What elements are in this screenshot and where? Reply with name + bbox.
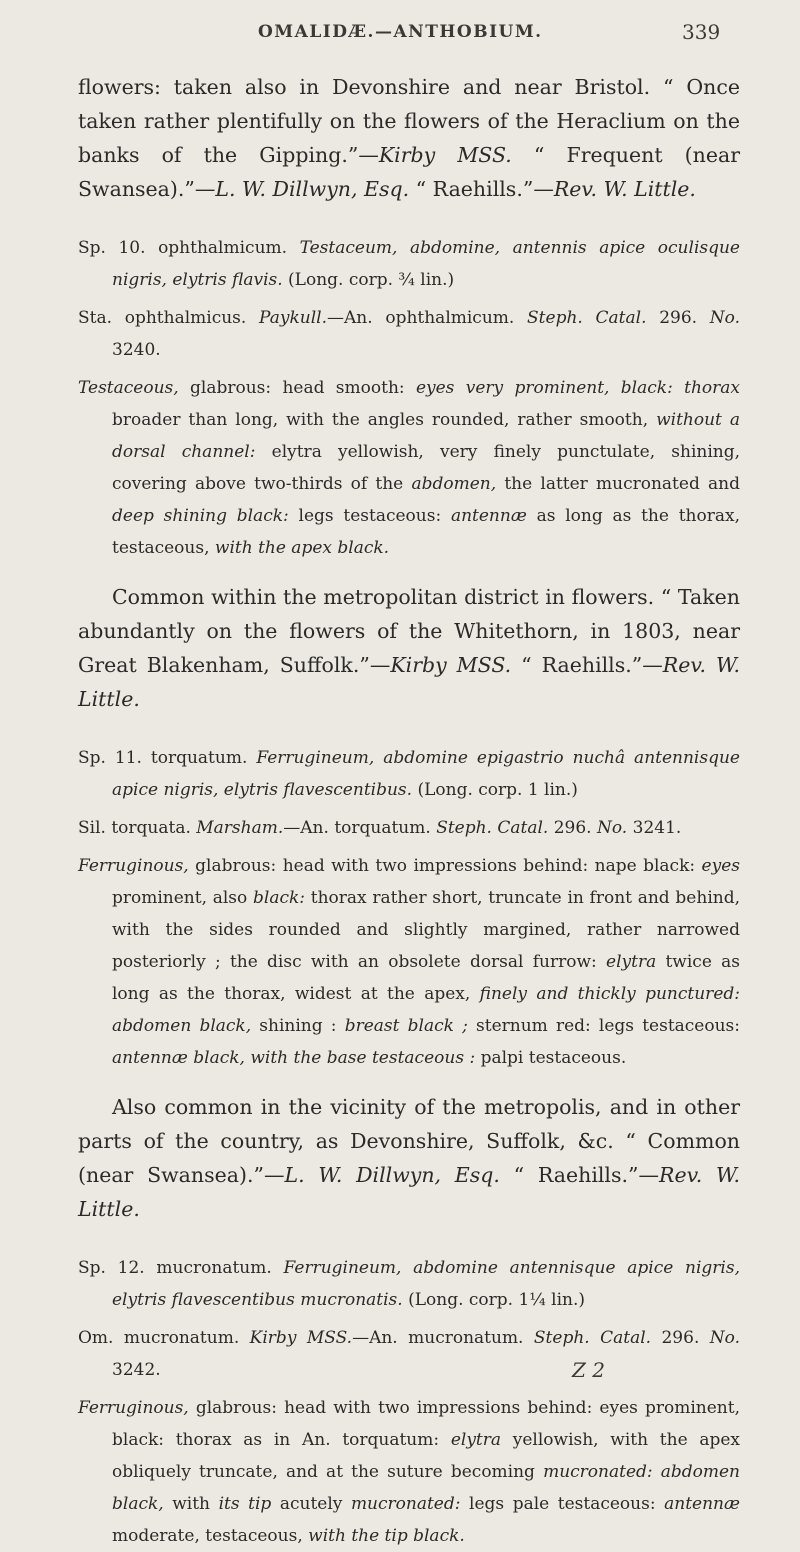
species-10-notes: Common within the metropolitan district in flowers. “ Taken abundantly on the flowers of the Whitethorn, in 1803, near Great Blakenham, Suffolk.”—Kirby MSS. “ Raehills.”—Rev. W. Little. — [78, 585, 740, 711]
running-head: OMALIDÆ.—ANTHOBIUM. — [258, 22, 543, 42]
page-number: 339 — [682, 20, 721, 44]
species-11-notes: Also common in the vicinity of the metropolis, and in other parts of the country, as Devonshire, Suffolk, &c. “ Common (near Swansea).”—L. W. Dillwyn, Esq. “ Raehills.”—Rev. W. Little. — [78, 1095, 740, 1221]
body-text — [78, 70, 740, 1552]
species-12-description: Ferruginous, glabrous: head with two impressions behind: eyes prominent, black: thorax as in An. torquatum: elytra yellowish, with the apex obliquely truncate, and at the suture becoming mucronated: abdomen black, with its tip acutely mucronated: legs pale testaceous: antennæ moderate, testaceous, with the tip black. — [78, 1398, 741, 1546]
species-10-description: Testaceous, glabrous: head smooth: eyes very prominent, black: thorax broader than long, with the angles rounded, rather smooth, without a dorsal channel: elytra yellowish, very finely punctulate, shining, covering above two-thirds of the abdomen, the latter mucronated and deep shining black: legs testaceous: antennæ as long as the thorax, testaceous, with the apex black. — [78, 378, 741, 558]
species-10-synonym: Sta. ophthalmicus. Paykull.—An. ophthalmicum. Steph. Catal. 296. No. 3240. — [78, 308, 740, 360]
species-12-synonym: Om. mucronatum. Kirby MSS.—An. mucronatum. Steph. Catal. 296. No. 3242. — [78, 1328, 740, 1380]
species-12-name-line: Sp. 12. mucronatum. Ferrugineum, abdomine antennisque apice nigris, elytris flavescentibus mucronatis. (Long. corp. 1¼ lin.) — [78, 1258, 740, 1310]
signature-mark: Z 2 — [572, 1358, 605, 1382]
intro-paragraph: flowers: taken also in Devonshire and near Bristol. “ Once taken rather plentifully on the flowers of the Heraclium on the banks of the Gipping.”—Kirby MSS. “ Frequent (near Swansea).”—L. W. Dillwyn, Esq. “ Raehills.”—Rev. W. Little. — [78, 75, 740, 201]
species-11-name-line: Sp. 11. torquatum. Ferrugineum, abdomine epigastrio nuchâ antennisque apice nigris, elytris flavescentibus. (Long. corp. 1 lin.) — [78, 748, 740, 800]
species-10-name-line: Sp. 10. ophthalmicum. Testaceum, abdomine, antennis apice oculisque nigris, elytris flavis. (Long. corp. ¾ lin.) — [78, 238, 740, 290]
species-11-description: Ferruginous, glabrous: head with two impressions behind: nape black: eyes prominent, also black: thorax rather short, truncate in front and behind, with the sides rounded and slightly margined, rather narrowed posteriorly ; the disc with an obsolete dorsal furrow: elytra twice as long as the thorax, widest at the apex, finely and thickly punctured: abdomen black, shining : breast black ; sternum red: legs testaceous: antennæ black, with the base testaceous : palpi testaceous. — [78, 856, 741, 1068]
species-11-synonym: Sil. torquata. Marsham.—An. torquatum. Steph. Catal. 296. No. 3241. — [78, 818, 682, 838]
